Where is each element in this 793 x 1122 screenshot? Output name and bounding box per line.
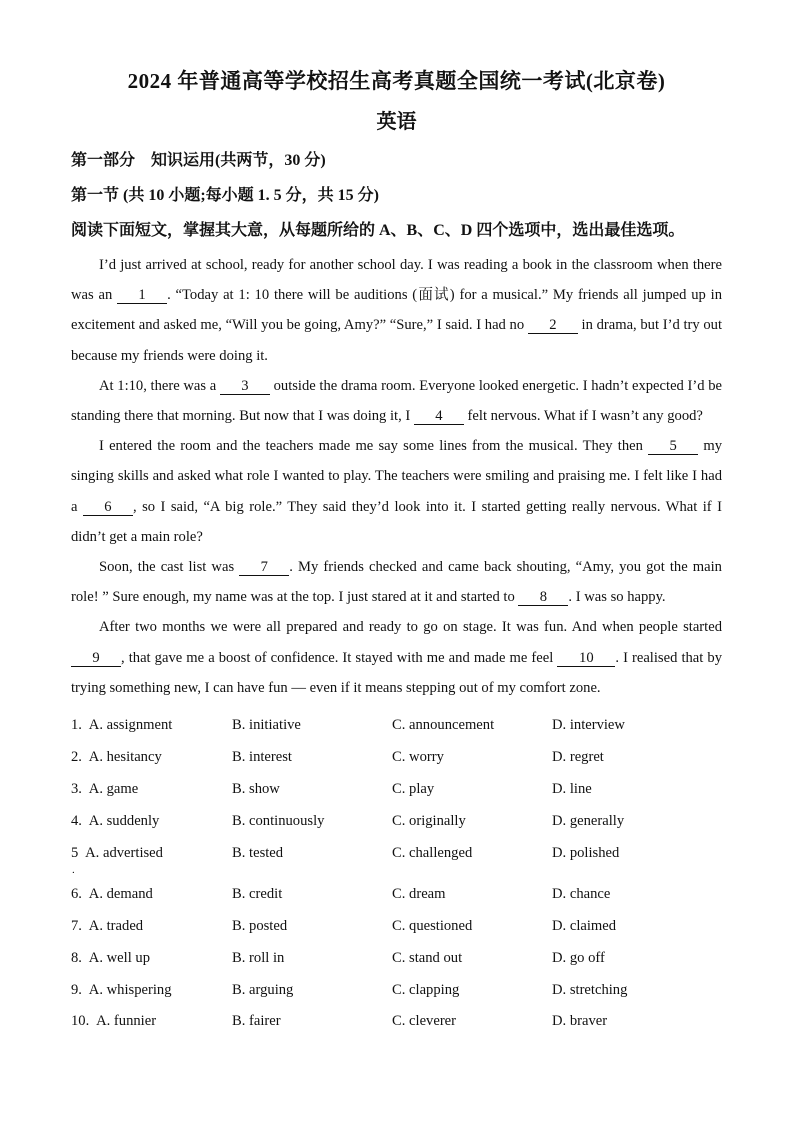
option-4-B: B. continuously xyxy=(232,812,325,829)
option-4-C: C. originally xyxy=(392,812,466,829)
option-4-D: D. generally xyxy=(552,812,625,829)
option-1-C: C. announcement xyxy=(392,717,495,734)
option-8-A: 8. A. well up xyxy=(71,949,150,966)
cloze-blank-4: 4 xyxy=(414,409,464,425)
option-5-B: B. tested xyxy=(232,844,284,861)
option-6-A: 6. A. demand xyxy=(71,886,153,903)
option-10-C: C. cleverer xyxy=(392,1013,457,1030)
option-3-D: D. line xyxy=(552,781,592,797)
option-1-B: B. initiative xyxy=(232,717,301,734)
question-number: 1. xyxy=(71,717,82,734)
option-9-B: B. arguing xyxy=(232,981,294,998)
cloze-blank-5: 5 xyxy=(648,439,698,455)
option-3-B: B. show xyxy=(232,781,280,797)
option-9-D: D. stretching xyxy=(552,981,628,998)
question-row-4 xyxy=(71,805,722,837)
option-3-C: C. play xyxy=(392,781,435,797)
passage-paragraph: I’d just arrived at school, ready for another school day. I was reading a book in the classroom when there was an 1 . “Today at 1: 10 there will be auditions (面试) for a musical.” My friends all jumped up in excitement and asked me, “Will you be going, Amy?” “Sure,” I said. I had no 2 in drama, but I’d try out because my friends were doing it. xyxy=(71,257,722,364)
question-number: 6. xyxy=(71,886,82,903)
question-row-1 xyxy=(71,710,722,742)
cloze-blank-6: 6 xyxy=(83,500,133,516)
passage-paragraph: I entered the room and the teachers made me say some lines from the musical. They then 5 my singing skills and asked what role I wanted to play. The teachers were smiling and praising me. I felt like I had a 6 , so I said, “A big role.” They said they’d look into it. I started getting really nervous. What if I didn’t get a main role? xyxy=(71,438,723,545)
option-2-A: 2. A. hesitancy xyxy=(71,749,162,766)
doc-title: 2024 年普通高等学校招生高考真题全国统一考试(北京卷) xyxy=(127,69,666,93)
question-number: 10. xyxy=(71,1013,90,1030)
option-1-D: D. interview xyxy=(552,717,625,734)
option-1-A: 1. A. assignment xyxy=(71,717,173,734)
option-7-C: C. questioned xyxy=(392,918,473,935)
option-10-A: 10. A. funnier xyxy=(71,1013,157,1030)
option-9-A: 9. A. whispering xyxy=(71,981,172,998)
option-8-B: B. roll in xyxy=(232,949,285,966)
option-5-A: 5 . A. advertised xyxy=(71,844,163,876)
question-row-10 xyxy=(71,1006,722,1038)
option-6-D: D. chance xyxy=(552,886,611,903)
cloze-blank-7: 7 xyxy=(239,560,289,576)
option-5-D: D. polished xyxy=(552,844,620,861)
option-9-C: C. clapping xyxy=(392,981,460,998)
question-number: 4. xyxy=(71,812,82,829)
question-row-8 xyxy=(71,943,722,975)
question-number: 7. xyxy=(71,918,82,935)
option-6-C: C. dream xyxy=(392,886,446,903)
option-7-A: 7. A. traded xyxy=(71,918,144,935)
option-10-D: D. braver xyxy=(552,1013,608,1030)
doc-subject: 英语 xyxy=(376,111,417,133)
question-number: 5 . xyxy=(71,844,79,876)
question-row-3 xyxy=(71,774,722,806)
option-10-B: B. fairer xyxy=(232,1013,281,1030)
question-number: 3. xyxy=(71,781,82,797)
question-row-5 xyxy=(71,837,722,876)
option-2-B: B. interest xyxy=(232,749,292,766)
option-8-C: C. stand out xyxy=(392,949,463,966)
option-2-C: C. worry xyxy=(392,749,444,766)
instructions: 阅读下面短文，掌握其大意，从每题所给的 A、B、C、D 四个选项中，选出最佳选项。 xyxy=(71,222,685,239)
cloze-blank-3: 3 xyxy=(220,379,270,395)
question-row-6 xyxy=(71,879,722,911)
option-2-D: D. regret xyxy=(552,749,604,766)
question-row-2 xyxy=(71,742,722,774)
cloze-blank-10: 10 xyxy=(557,651,615,667)
passage xyxy=(71,250,722,703)
question-number: 8. xyxy=(71,949,82,966)
option-8-D: D. go off xyxy=(552,949,605,966)
option-7-B: B. posted xyxy=(232,918,288,935)
section-heading: 第一节 (共 10 小题;每小题 1. 5 分，共 15 分) xyxy=(71,187,379,204)
passage-paragraph: Soon, the cast list was 7 . My friends checked and came back shouting, “Amy, you got the main role! ” Sure enough, my name was at the top. I just stared at it and started to 8 . I was so happy. xyxy=(71,559,722,606)
part-heading: 第一部分 知识运用(共两节，30 分) xyxy=(71,152,326,169)
option-6-B: B. credit xyxy=(232,886,283,903)
option-5-C: C. challenged xyxy=(392,844,473,861)
passage-paragraph: At 1:10, there was a 3 outside the drama room. Everyone looked energetic. I hadn’t expected I’d be standing there that morning. But now that I was doing it, I 4 felt nervous. What if I wasn’t any good? xyxy=(71,377,722,425)
option-4-A: 4. A. suddenly xyxy=(71,812,160,829)
question-row-9 xyxy=(71,974,722,1006)
option-7-D: D. claimed xyxy=(552,918,617,935)
option-3-A: 3. A. game xyxy=(71,781,139,797)
options-list xyxy=(71,710,722,1038)
cloze-blank-2: 2 xyxy=(528,318,578,334)
question-number: 2. xyxy=(71,749,82,766)
cloze-blank-1: 1 xyxy=(117,288,167,304)
cloze-blank-9: 9 xyxy=(71,651,121,667)
cloze-blank-8: 8 xyxy=(518,590,568,606)
question-row-7 xyxy=(71,911,722,943)
stray-period-mark: . xyxy=(72,863,75,876)
question-number: 9. xyxy=(71,981,82,998)
passage-paragraph: After two months we were all prepared and ready to go on stage. It was fun. And when people started 9 , that gave me a boost of confidence. It stayed with me and made me feel 10 . I realised that by trying something new, I can have fun — even if it means stepping out of my comfort zone. xyxy=(71,619,722,696)
